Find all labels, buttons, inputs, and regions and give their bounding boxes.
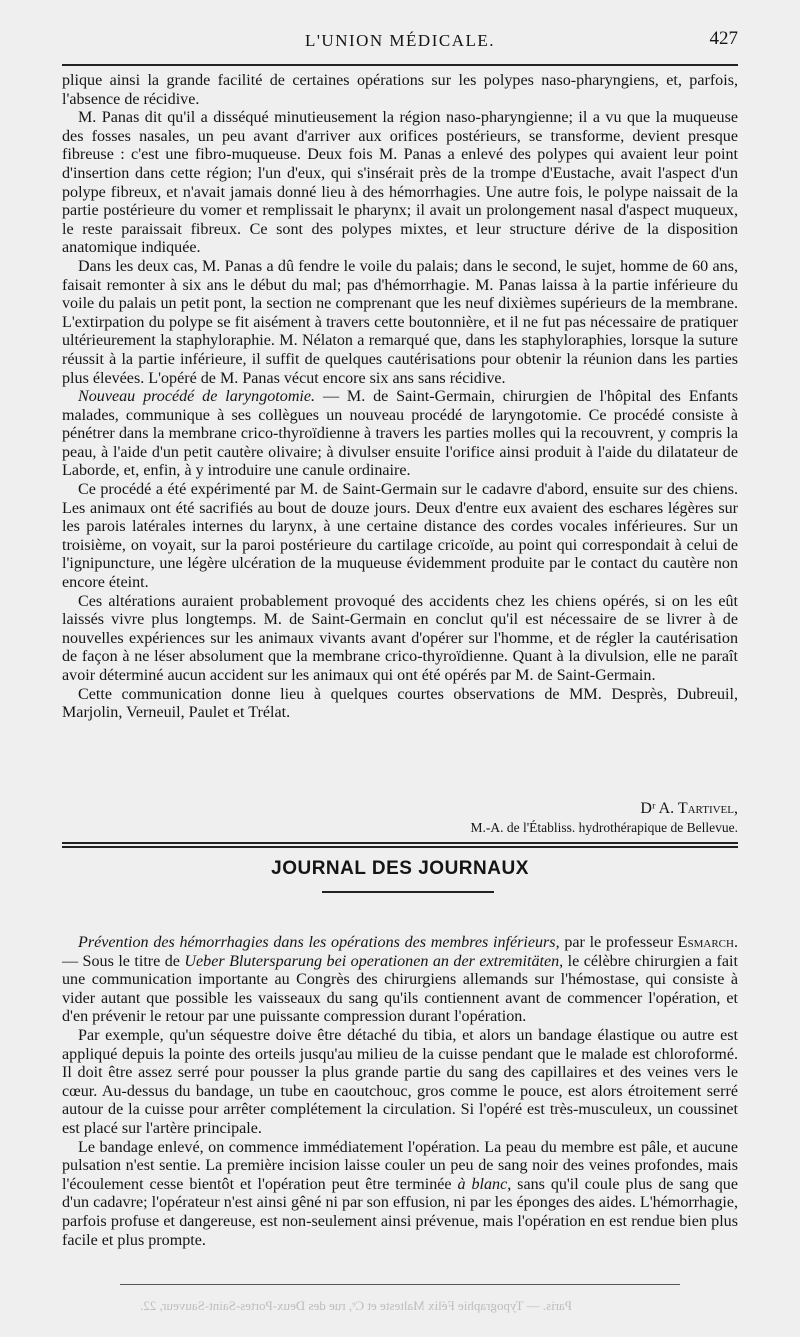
author-name: Esmarch. bbox=[677, 934, 738, 951]
text-fragment: Le bandage enlevé, on commence immédiatement l'opération. La peau du membre est pâle, et aucune pulsation n'est sentie. La première incision laisse couler un peu de sang noir des veines profondes, mais l'écoulement cesse bientôt et l'opération peut être terminée bbox=[62, 1138, 738, 1193]
page-number: 427 bbox=[709, 28, 738, 49]
emphasis: à blanc, bbox=[457, 1175, 512, 1193]
paragraph: Cette communication donne lieu à quelques courtes observations de MM. Desprès, Dubreuil, Marjolin, Verneuil, Paulet et Trélat. bbox=[62, 685, 738, 722]
journal-review bbox=[62, 934, 738, 1250]
paragraph: Dans les deux cas, M. Panas a dû fendre le voile du palais; dans le second, le sujet, homme de 60 ans, faisait remonter à six ans le début du mal; pas d'hémorrhagie. M. Panas laissa à la partie inférieure du voile du palais un petit pont, la section ne comprenant que les neuf dixièmes supérieurs de la membrane. L'extirpation du polype se fit aisément à travers cette boutonnière, et il ne fut pas nécessaire de pratiquer ultérieurement la staphyloraphie. M. Nélaton a remarqué que, dans les staphyloraphies, lorsque la suture réussit à la partie inférieure, il suffit de quelques cautérisations pour obtenir la réunion dans les parties plus élevées. L'opéré de M. Panas vécut encore six ans sans récidive. bbox=[62, 257, 738, 387]
paragraph bbox=[62, 934, 738, 1027]
section-divider-bottom bbox=[62, 846, 738, 848]
bleed-through-text: Paris. — Typographie Félix Malteste et Cᵉ, rue des Deux-Portes-Saint-Sauveur, 22. bbox=[140, 1298, 573, 1313]
header-rule bbox=[62, 64, 738, 66]
footer-rule bbox=[120, 1284, 680, 1285]
paragraph-text: — M. de Saint-Germain, chirurgien de l'hôpital des Enfants malades, communique à ses collègues un nouveau procédé de laryngotomie. Ce procédé consiste à pénétrer dans la membrane crico-thyroïdienne à travers les parties molles qui la recouvrent, y compris la peau, à l'aide d'un petit cautère olivaire; à divulser ensuite l'orifice ainsi produit à l'aide du dilatateur de Laborde, et, enfin, à y introduire une canule ordinaire. bbox=[62, 388, 738, 480]
signature-affiliation: M.-A. de l'Établiss. hydrothérapique de Bellevue. bbox=[470, 820, 738, 835]
paragraph: M. Panas dit qu'il a disséqué minutieusement la région naso-pharyngienne; il a vu que la muqueuse des fosses nasales, un peu avant d'arriver aux orifices postérieurs, se transforme, devient presque fibreuse : c'est une fibro-muqueuse. Deux fois M. Panas a enlevé des polypes qui avaient leur point d'insertion dans cette région; l'un d'eux, qui s'insérait près de la trompe d'Eustache, avait l'aspect d'un polype fibreux, et n'avait jamais donné lieu à des hémorrhagies. Une autre fois, le polype naissait de la partie postérieure du vomer et remplissait le pharynx; il avait un prolongement nasal d'aspect muqueux, le reste paraissait fibreux. Ce sont des polypes mixtes, et leur structure dérive de la disposition anatomique indiquée. bbox=[62, 109, 738, 257]
section-title: Nouveau procédé de laryngotomie. bbox=[78, 388, 316, 406]
society-report bbox=[62, 72, 738, 723]
work-title: Ueber Blutersparung bei operationen an der extremitäten, bbox=[184, 952, 564, 970]
paragraph: Ce procédé a été expérimenté par M. de Saint-Germain sur le cadavre d'abord, ensuite sur des chiens. Les animaux ont été sacrifiés au bout de douze jours. Deux d'entre eux avaient des eschares légères sur les parois latérales internes du larynx, à une certaine distance des cordes vocales inférieures. Sur un troisième, on voyait, sur la paroi postérieure du cartilage cricoïde, au point qui correspondait à celui de l'ignipuncture, une légère ulcération de la muqueuse évidemment produite par le contact du cautère non encore éteint. bbox=[62, 481, 738, 592]
section-divider-top bbox=[62, 842, 738, 844]
text-fragment: — Sous le titre de bbox=[62, 952, 185, 970]
paragraph bbox=[62, 388, 738, 481]
heading-underline bbox=[322, 891, 494, 893]
signature-name: Dʳ A. Tartivel, bbox=[640, 800, 738, 817]
text-fragment: sans qu'il coule plus de sang que d'un cadavre; l'opérateur n'est ainsi gêné ni par son effusion, ni par les éponges des aides. L'hémorrhagie, parfois profuse et dangereuse, est non-seulement ainsi prévenue, mais l'opération en est rendue bien plus facile et plus prompte. bbox=[62, 1175, 738, 1249]
text-fragment: le célèbre chirurgien a fait une communication importante au Congrès des chirurgiens allemands sur l'hémostase, qui consiste à vider autant que possible les vaisseaux du sang qu'ils contiennent avant de commencer l'opération, et d'en prévenir le retour par une puissante compression durant l'opération. bbox=[62, 952, 738, 1026]
paragraph bbox=[62, 1139, 738, 1251]
paragraph: Par exemple, qu'un séquestre doive être détaché du tibia, et alors un bandage élastique ou autre est appliqué depuis la pointe des orteils jusqu'au milieu de la cuisse pendant que le malade est chloroformé. Il doit être assez serré pour pousser la plus grande partie du sang des capillaires et des veines vers le cœur. Au-dessus du bandage, un tube en caoutchouc, gros comme le pouce, est alors étroitement serré autour de la cuisse pour arrêter complétement la circulation. Si l'opéré est très-musculeux, un coussinet est placé sur l'artère principale. bbox=[62, 1026, 738, 1137]
article-title: Prévention des hémorrhagies dans les opérations des membres inférieurs, bbox=[78, 934, 560, 951]
running-title: L'UNION MÉDICALE. bbox=[304, 31, 496, 50]
paragraph: plique ainsi la grande facilité de certaines opérations sur les polypes naso-pharyngiens, et, parfois, l'absence de récidive. bbox=[62, 72, 738, 108]
text-fragment: par le professeur bbox=[559, 934, 678, 951]
page-header bbox=[62, 28, 738, 56]
paragraph: Ces altérations auraient probablement provoqué des accidents chez les chiens opérés, si on les eût laissés vivre plus longtemps. M. de Saint-Germain en conclut qu'il est nécessaire de se livrer à de nouvelles expériences sur les animaux vivants avant d'opérer sur l'homme, et de régler la cautérisation de façon à ne léser absolument que la membrane crico-thyroïdienne. Quant à la divulsion, elle ne paraît avoir déterminé aucun accident sur les animaux qui ont été opérés par M. de Saint-Germain. bbox=[62, 592, 738, 684]
section-heading: JOURNAL DES JOURNAUX bbox=[271, 858, 529, 879]
